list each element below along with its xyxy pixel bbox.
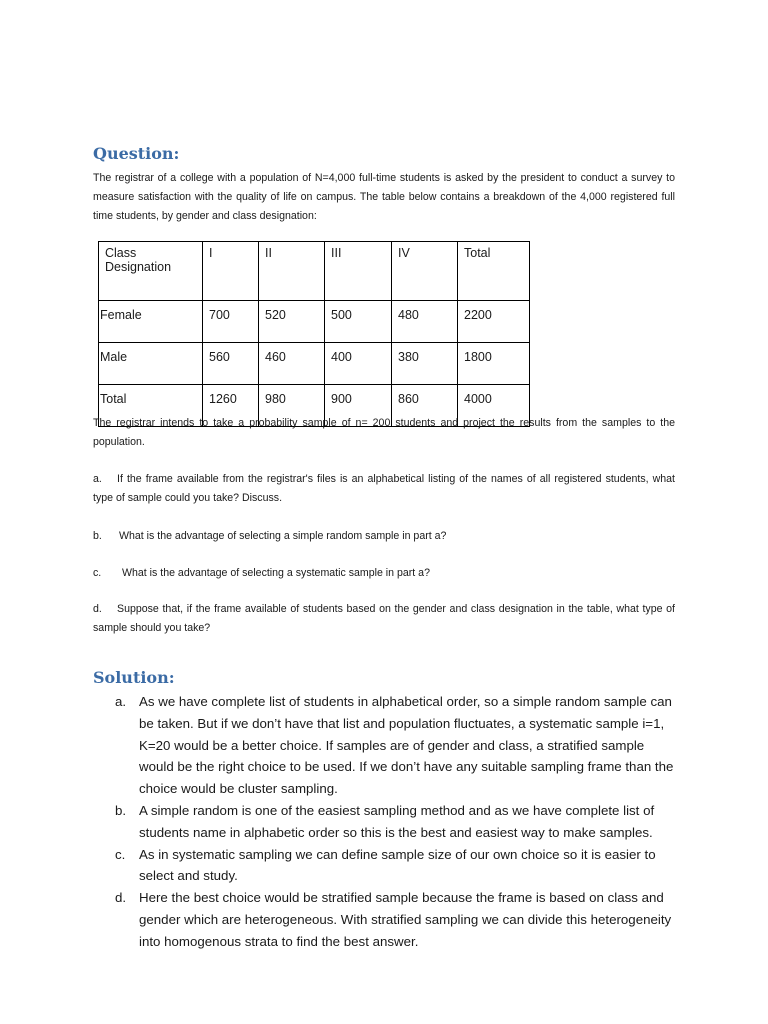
table-cell: 400 <box>325 343 392 385</box>
table-row-label: Male <box>99 343 203 385</box>
table-header-cell: IV <box>392 242 458 301</box>
class-gender-table <box>98 241 530 427</box>
sampling-intent-text: The registrar intends to take a probability sample of n= 200 students and project the results from the samples to the population. <box>93 417 675 448</box>
solution-list <box>115 691 679 953</box>
table-row-label: Female <box>99 301 203 343</box>
table-header-cell: Total <box>458 242 530 301</box>
table-cell: 1260 <box>203 385 259 427</box>
table-row-label: Total <box>99 385 203 427</box>
solution-heading: Solution: <box>93 668 175 687</box>
table-header-cell: I <box>203 242 259 301</box>
part-text: Suppose that, if the frame available of students based on the gender and class designation in the table, what type of sample should you take? <box>93 603 675 634</box>
solution-label: c. <box>115 846 126 862</box>
question-heading: Question: <box>93 144 180 163</box>
question-part-b <box>93 527 675 546</box>
solution-item <box>115 691 679 800</box>
solution-item <box>115 800 679 844</box>
table-cell: 520 <box>259 301 325 343</box>
table-header-row <box>99 242 530 301</box>
table-cell: 2200 <box>458 301 530 343</box>
table-cell: 1800 <box>458 343 530 385</box>
question-part-a <box>93 470 675 508</box>
table-header-cell: III <box>325 242 392 301</box>
part-text: What is the advantage of selecting a simple random sample in part a? <box>119 530 447 542</box>
question-part-d <box>93 600 675 638</box>
table-cell: 980 <box>259 385 325 427</box>
question-intro: The registrar of a college with a population of N=4,000 full-time students is asked by the president to conduct a survey to measure satisfaction with the quality of life on campus. The table below contains a breakdown of the 4,000 registered full time students, by gender and class designation: <box>93 172 675 222</box>
part-text: If the frame available from the registrar's files is an alphabetical listing of the names of all registered students, what type of sample could you take? Discuss. <box>93 473 675 504</box>
table-cell: 700 <box>203 301 259 343</box>
table-header-cell: Class Designation <box>99 242 203 301</box>
solution-text: Here the best choice would be stratified sample because the frame is based on class and gender which are heterogeneous. With stratified sampling we can divide this heterogeneity into homogenous strata to find the best answer. <box>139 890 672 949</box>
table-cell: 500 <box>325 301 392 343</box>
table-cell: 480 <box>392 301 458 343</box>
table-cell: 900 <box>325 385 392 427</box>
table-cell: 560 <box>203 343 259 385</box>
solution-text: As in systematic sampling we can define sample size of our own choice so it is easier to select and study. <box>139 846 656 884</box>
solution-text: As we have complete list of students in alphabetical order, so a simple random sample can be taken. But if we don’t have that list and population fluctuates, a systematic sample i=1, K=20 would be a better choice. If samples are of gender and class, a stratified sample would be the right choice to be used. If we don’t have any suitable sampling frame than the choice would be cluster sampling. <box>139 694 674 797</box>
solution-label: a. <box>115 694 127 709</box>
solution-text: A simple random is one of the easiest sampling method and as we have complete list of students name in alphabetic order so this is the best and easiest way to make samples. <box>139 802 655 840</box>
part-label: d. <box>93 603 102 615</box>
table-row <box>99 343 530 385</box>
table-cell: 860 <box>392 385 458 427</box>
table-cell: 4000 <box>458 385 530 427</box>
solution-item <box>115 844 679 888</box>
part-label: a. <box>93 473 102 485</box>
solution-label: b. <box>115 802 127 818</box>
table-cell: 460 <box>259 343 325 385</box>
question-part-c <box>93 564 675 583</box>
solution-item <box>115 887 679 952</box>
part-label: b. <box>93 530 102 542</box>
table-cell: 380 <box>392 343 458 385</box>
table-header-cell: II <box>259 242 325 301</box>
part-text: What is the advantage of selecting a systematic sample in part a? <box>122 567 430 579</box>
table-row <box>99 301 530 343</box>
solution-label: d. <box>115 890 127 906</box>
part-label: c. <box>93 567 102 579</box>
